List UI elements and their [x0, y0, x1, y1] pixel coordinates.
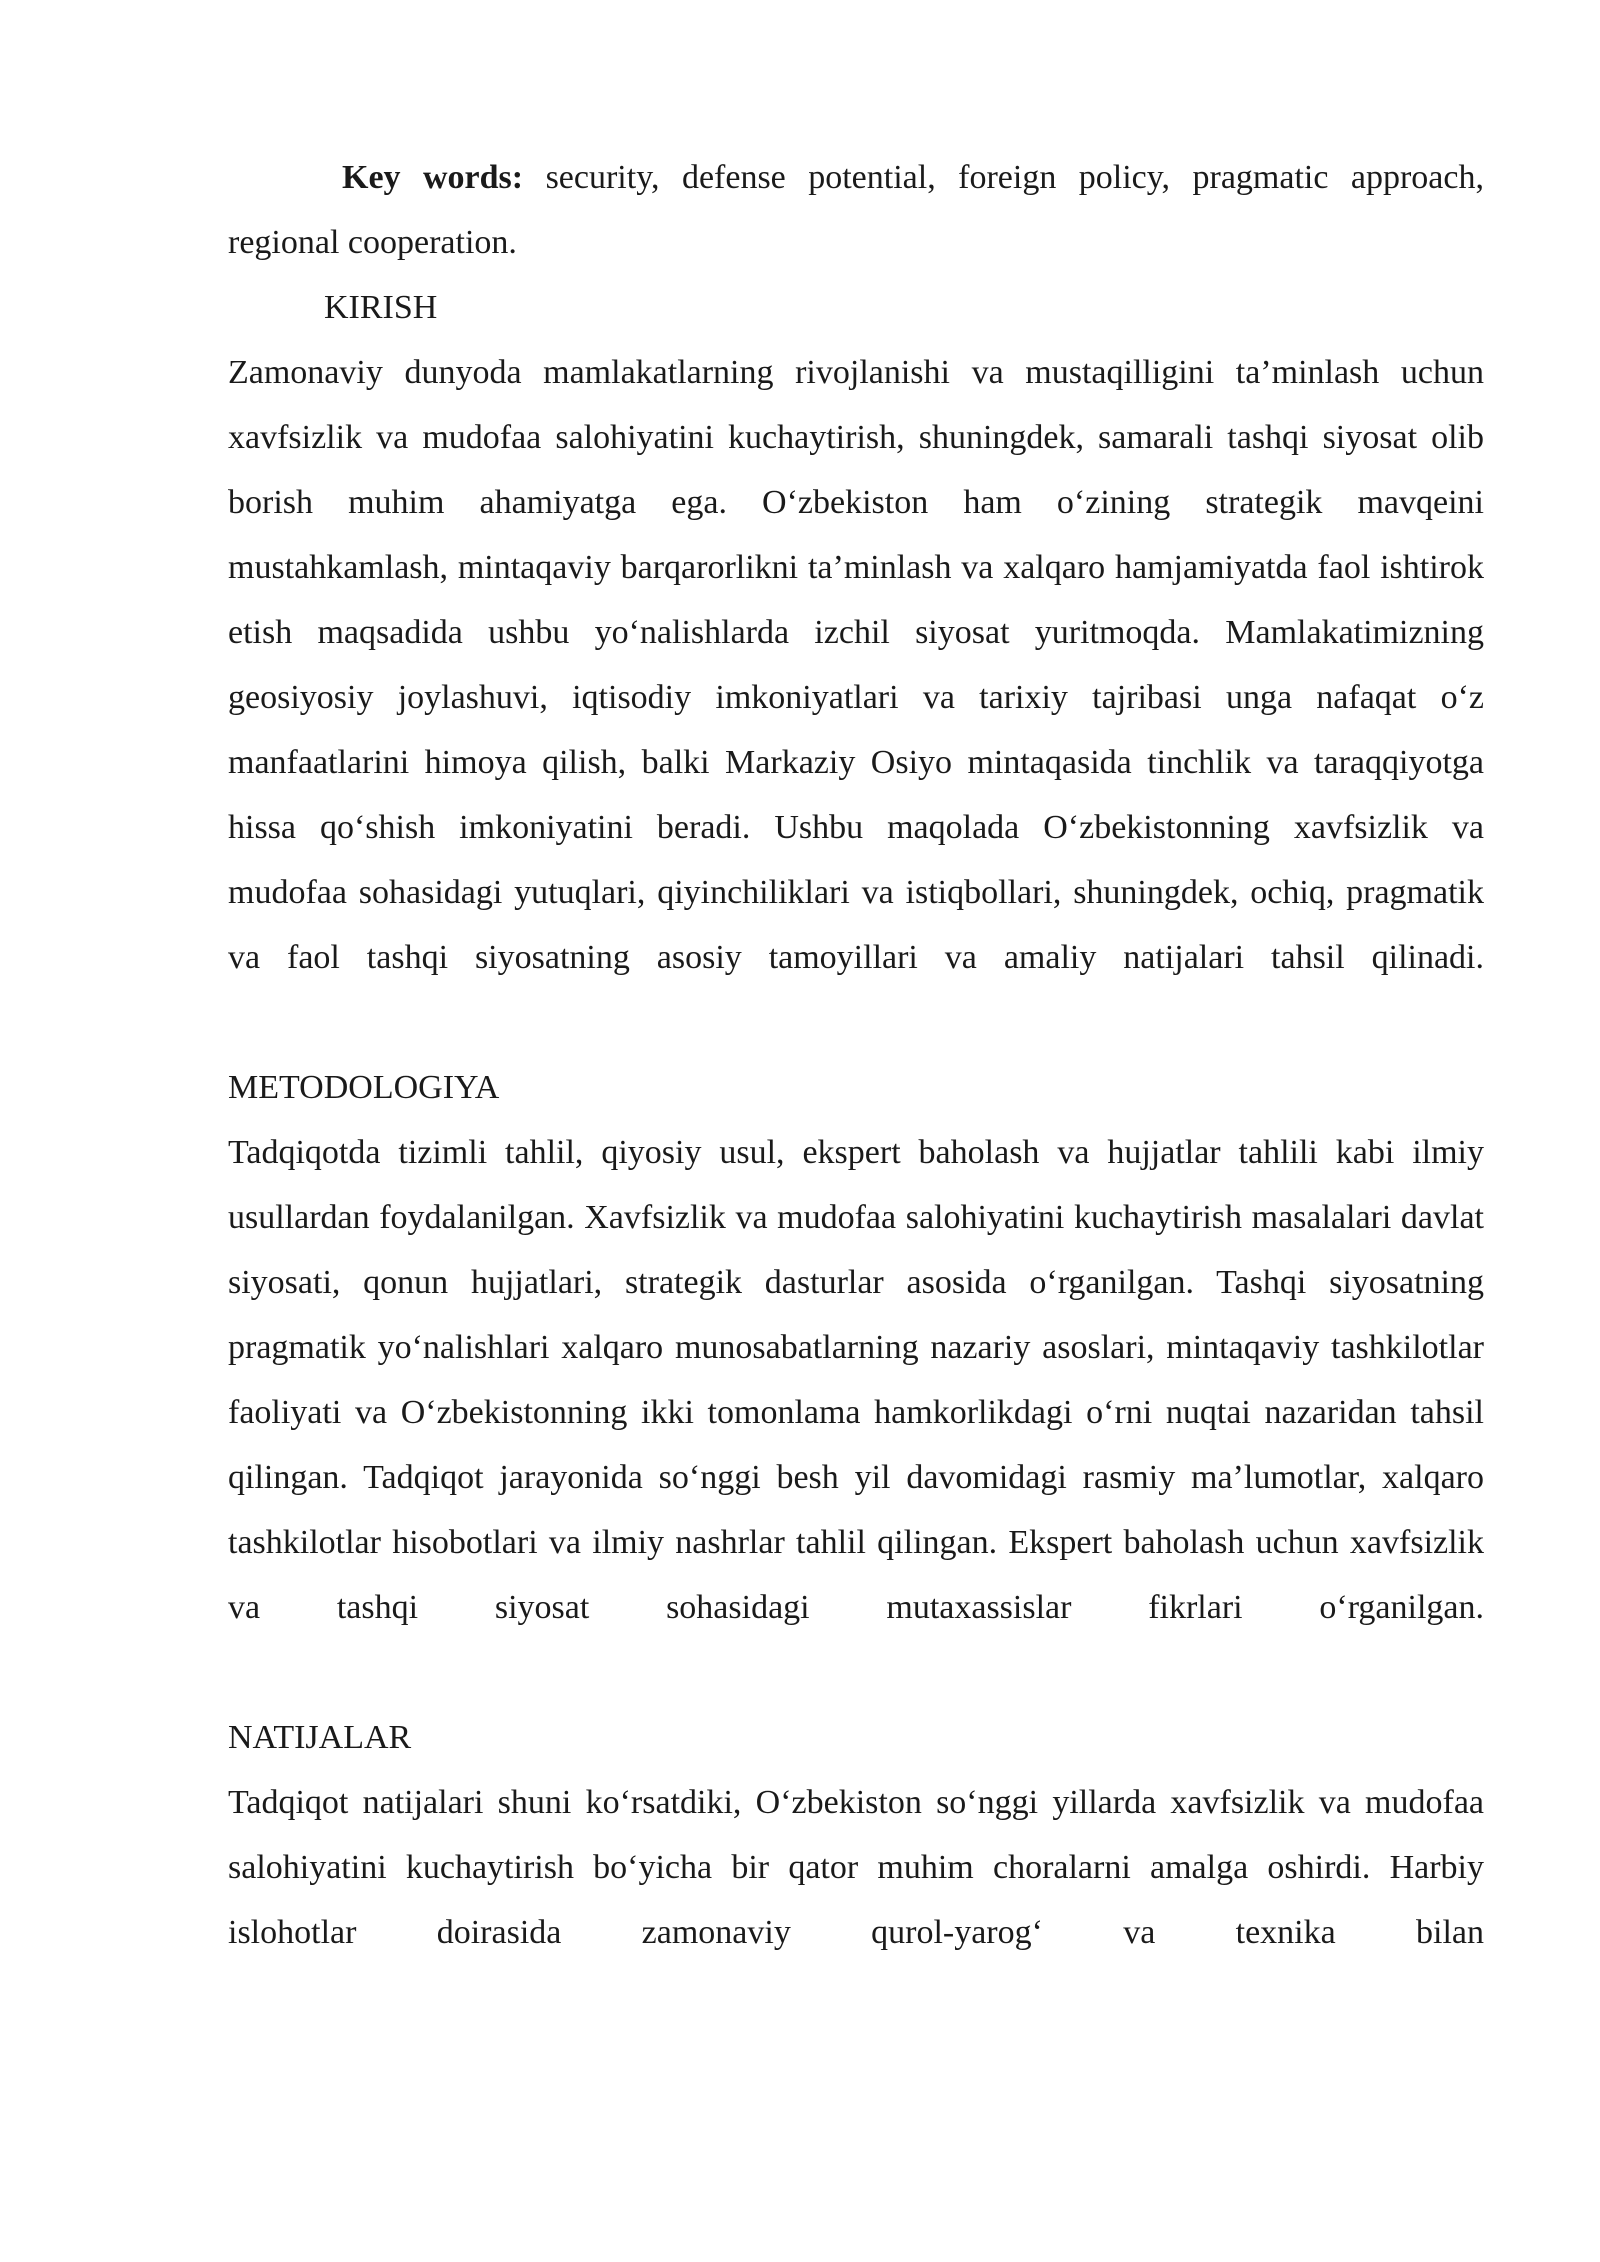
section-heading-metodologiya: METODOLOGIYA	[228, 1069, 500, 1106]
document-page	[228, 145, 1484, 1965]
blank-line	[228, 1640, 1484, 1705]
keywords-paragraph	[228, 145, 1484, 275]
section-body-natijalar: Tadqiqot natijalari shuni ko‘rsatdiki, O‘zbekiston so‘nggi yillarda xavfsizlik va mudofaa salohiyatini kuchaytirish bo‘yicha bir qator muhim choralarni amalga oshirdi. Harbiy islohotlar doirasida zamonaviy qurol-yarog‘ va texnika bilan	[228, 1784, 1484, 1951]
section-body-kirish: Zamonaviy dunyoda mamlakatlarning rivojlanishi va mustaqilligini ta’minlash uchun xavfsizlik va mudofaa salohiyatini kuchaytirish, shuningdek, samarali tashqi siyosat olib borish muhim ahamiyatga ega. O‘zbekiston ham o‘zining strategik mavqeini mustahkamlash, mintaqaviy barqarorlikni ta’minlash va xalqaro hamjamiyatda faol ishtirok etish maqsadida ushbu yo‘nalishlarda izchil siyosat yuritmoqda. Mamlakatimizning geosiyosiy joylashuvi, iqtisodiy imkoniyatlari va tarixiy tajribasi unga nafaqat o‘z manfaatlarini himoya qilish, balki Markaziy Osiyo mintaqasida tinchlik va taraqqiyotga hissa qo‘shish imkoniyatini beradi. Ushbu maqolada O‘zbekistonning xavfsizlik va mudofaa sohasidagi yutuqlari, qiyinchiliklari va istiqbollari, shuningdek, ochiq, pragmatik va faol tashqi siyosatning asosiy tamoyillari va amaliy natijalari tahsil qilinadi.	[228, 354, 1484, 976]
section-heading-natijalar: NATIJALAR	[228, 1719, 412, 1756]
blank-line	[228, 990, 1484, 1055]
section-heading-kirish: KIRISH	[324, 289, 438, 326]
keywords-label: Key words:	[342, 159, 524, 196]
section-body-metodologiya: Tadqiqotda tizimli tahlil, qiyosiy usul, ekspert baholash va hujjatlar tahlili kabi ilmiy usullardan foydalanilgan. Xavfsizlik va mudofaa salohiyatini kuchaytirish masalalari davlat siyosati, qonun hujjatlari, strategik dasturlar asosida o‘rganilgan. Tashqi siyosatning pragmatik yo‘nalishlari xalqaro munosabatlarning nazariy asoslari, mintaqaviy tashkilotlar faoliyati va O‘zbekistonning ikki tomonlama hamkorlikdagi o‘rni nuqtai nazaridan tahsil qilingan. Tadqiqot jarayonida so‘nggi besh yil davomidagi rasmiy ma’lumotlar, xalqaro tashkilotlar hisobotlari va ilmiy nashrlar tahlil qilingan. Ekspert baholash uchun xavfsizlik va tashqi siyosat sohasidagi mutaxassislar fikrlari o‘rganilgan.	[228, 1134, 1484, 1626]
keywords-text: security, defense potential, foreign policy, pragmatic approach, regional cooperation.	[228, 159, 1484, 261]
